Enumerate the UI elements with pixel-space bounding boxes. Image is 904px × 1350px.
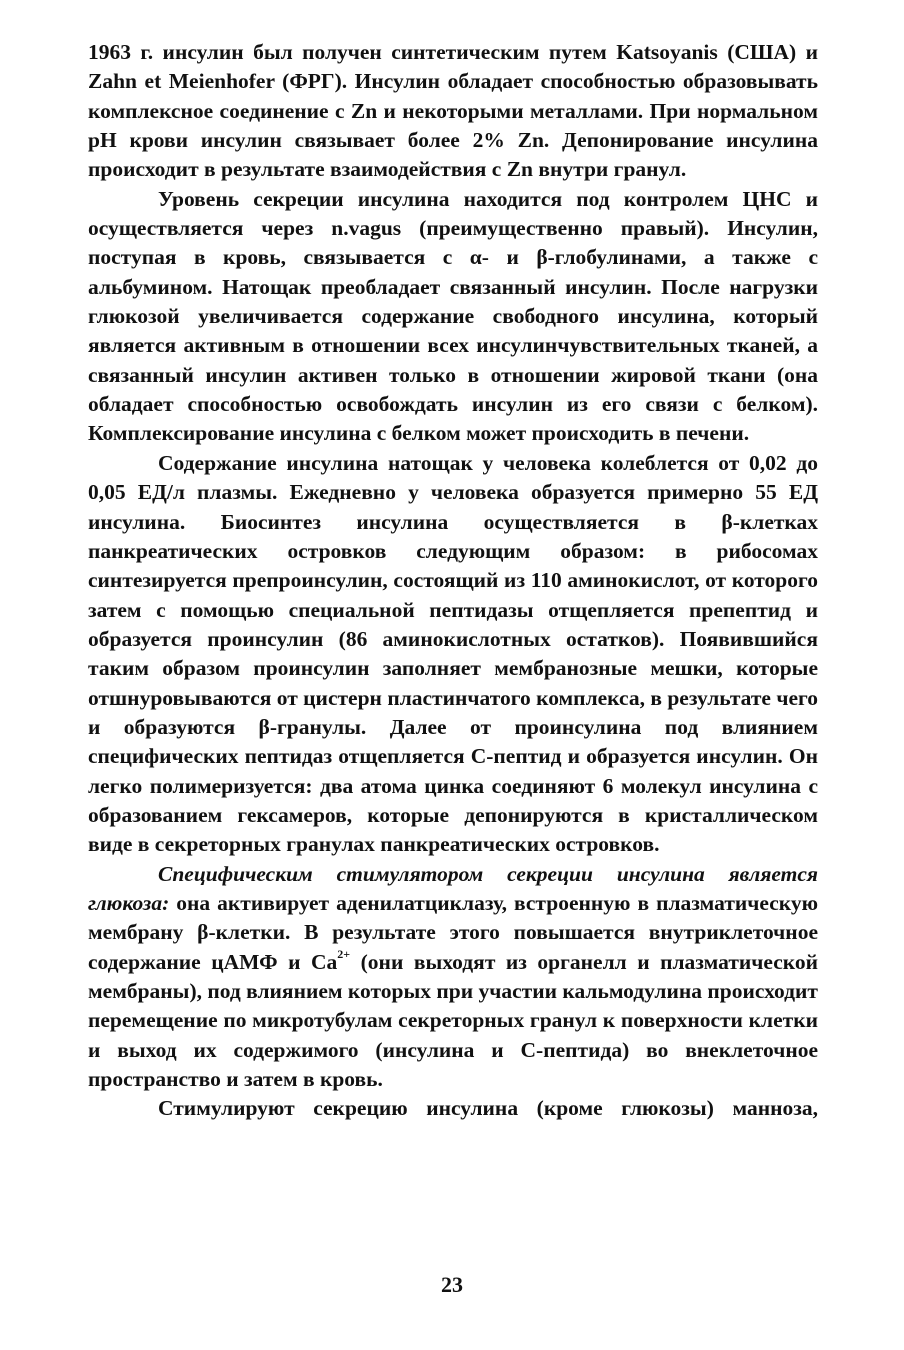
italic-glucose-statement: Специфическим стимулятором секреции инсулина является глюкоза: xyxy=(88,861,818,915)
paragraph-other-stimulators: Стимулируют секрецию инсулина (кроме глюкозы) манноза, xyxy=(158,1096,818,1121)
paragraph-glucose-stimulator xyxy=(88,860,818,1095)
page-number: 23 xyxy=(441,1272,463,1297)
glucose-mechanism-text-a: она активирует аденилатциклазу, встроенную в плазматическую мембрану β-клетки. В результате этого повышается внутриклеточное содержание цАМФ и Ca xyxy=(88,890,818,974)
paragraph-synthesis: 1963 г. инсулин был получен синтетическим путем Katsoyanis (США) и Zahn et Meienhofer (ФРГ). Инсулин обладает способностью образовывать комплексное соединение с Zn и некоторыми металлами. При нормальном pH крови инсулин связывает более 2% Zn. Депонирование инсулина происходит в результате взаимодействия с Zn внутри гранул. xyxy=(88,40,818,182)
paragraph-secretion-control: Уровень секреции инсулина находится под контролем ЦНС и осуществляется через n.vagus (преимущественно правый). Инсулин, поступая в кровь, связывается с α- и β-глобулинами, а также с альбумином. Натощак преобладает связанный инсулин. После нагрузки глюкозой увеличивается содержание свободного инсулина, который является активным в отношении всех инсулинчувствительных тканей, а связанный инсулин активен только в отношении жировой ткани (она обладает способностью освобождать инсулин из его связи с белком). Комплексирование инсулина с белком может происходить в печени. xyxy=(88,186,818,446)
glucose-mechanism-text-b: (они выходят из органелл и плазматической мембраны), под влиянием которых при участии кальмодулина происходит перемещение по микротубулам секреторных гранул к поверхности клетки и выход их содержимого (инсулина и С-пептида) во внеклеточное пространство и затем в кровь. xyxy=(88,949,818,1092)
calcium-charge-superscript: 2+ xyxy=(337,946,351,961)
page-body xyxy=(88,38,818,1124)
paragraph-biosynthesis: Содержание инсулина натощак у человека колеблется от 0,02 до 0,05 ЕД/л плазмы. Ежедневно у человека образуется примерно 55 ЕД инсулина. Биосинтез инсулина осуществляется в β-клетках панкреатических островков следующим образом: в рибосомах синтезируется препроинсулин, состоящий из 110 аминокислот, от которого затем с помощью специальной пептидазы отщепляется препептид и образуется проинсулин (86 аминокислотных остатков). Появившийся таким образом проинсулин заполняет мембранозные мешки, которые отшнуровываются от цистерн пластинчатого комплекса, в результате чего и образуются β-гранулы. Далее от проинсулина под влиянием специфических пептидаз отщепляется С-пептид и образуется инсулин. Он легко полимеризуется: два атома цинка соединяют 6 молекул инсулина с образованием гексамеров, которые депонируются в кристаллическом виде в секреторных гранулах панкреатических островков. xyxy=(88,450,818,857)
